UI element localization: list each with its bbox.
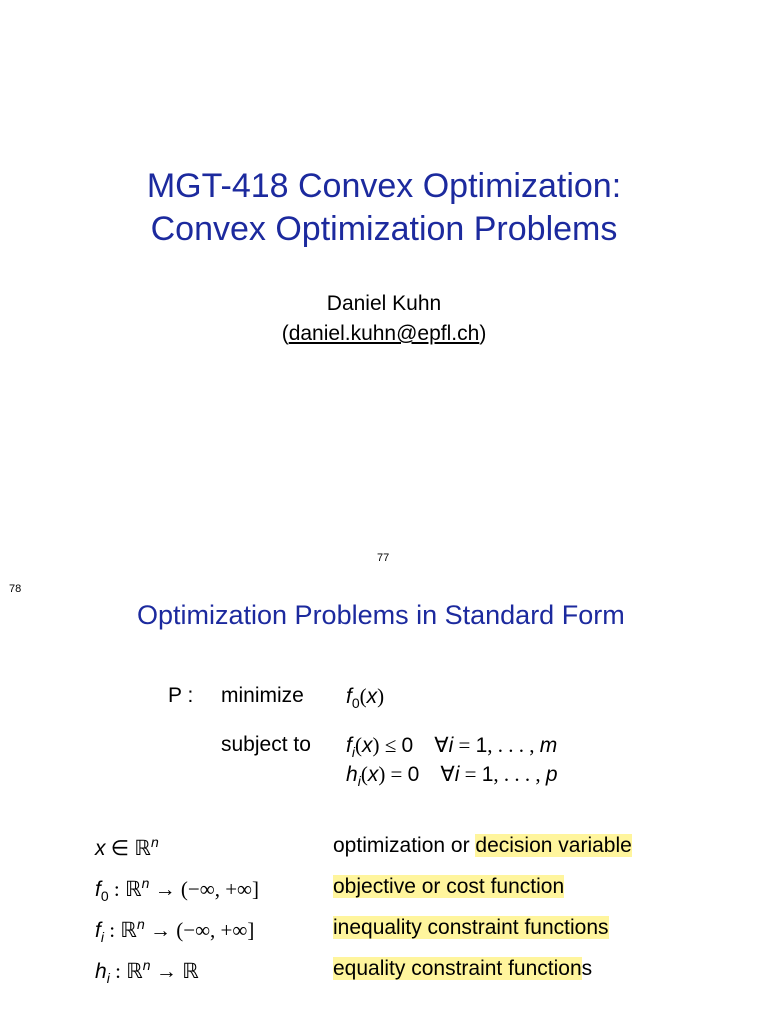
title-line-1: MGT-418 Convex Optimization: <box>146 167 622 205</box>
author-name: Daniel Kuhn <box>326 292 442 315</box>
def-inequality-math: $f_i$ : ℝ$^n$ → (−∞, +∞] <box>95 916 255 946</box>
author-email-line: (daniel.kuhn@epfl.ch) <box>281 322 487 345</box>
page-number-77: 77 <box>377 552 390 564</box>
objective-expression: $f_0(x)$ <box>346 684 385 712</box>
def-decision-variable-text: optimization or decision variable <box>333 834 632 857</box>
author-block <box>0 289 768 349</box>
minimize-keyword: minimize <box>221 684 304 707</box>
highlight: objective or cost function <box>333 875 565 898</box>
highlight: inequality constraint functions <box>333 916 609 939</box>
subject-to-keyword: subject to <box>221 733 311 756</box>
def-decision-variable-math: x ∈ ℝ$^n$ <box>95 834 159 860</box>
equality-constraint: $h_i(x) = 0$ ∀i = 1, . . . , p <box>346 762 558 790</box>
author-email-link[interactable]: daniel.kuhn@epfl.ch <box>288 322 480 345</box>
section-heading: Optimization Problems in Standard Form <box>137 600 625 630</box>
slide-title <box>0 165 768 251</box>
inequality-constraint: $f_i(x) \le 0$ ∀i = 1, . . . , m <box>346 733 558 761</box>
def-equality-math: $h_i$ : ℝ$^n$ → ℝ <box>95 957 199 987</box>
problem-label: P : <box>168 684 194 707</box>
title-line-2: Convex Optimization Problems <box>150 210 618 248</box>
highlight: equality constraint function <box>333 957 582 980</box>
highlight: decision variable <box>475 834 632 857</box>
def-objective-text <box>333 875 564 899</box>
def-objective-math: $f_0$ : ℝ$^n$ → (−∞, +∞] <box>95 875 260 905</box>
page-number-78: 78 <box>9 583 22 595</box>
def-inequality-text <box>333 916 609 940</box>
def-equality-text: equality constraint functions <box>333 957 593 980</box>
